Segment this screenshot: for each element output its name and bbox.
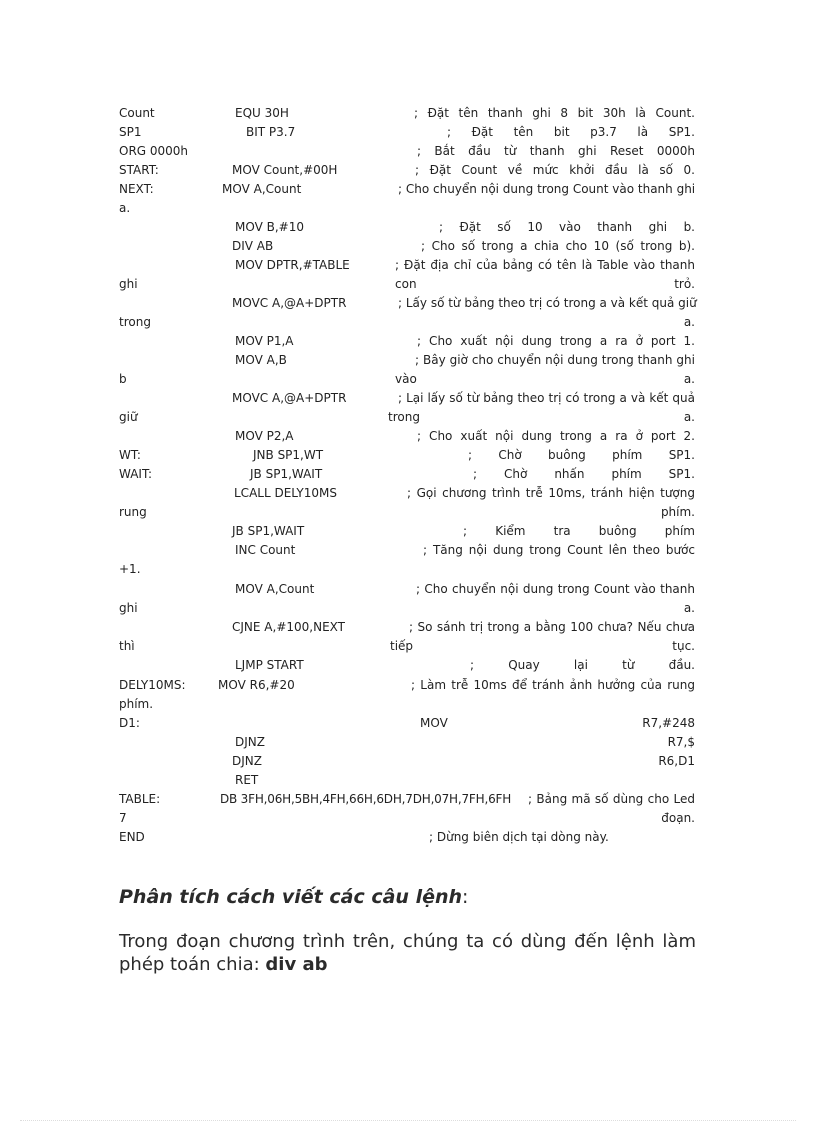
code-line: ghi con trỏ. — [119, 277, 695, 291]
code-line: ghi a. — [119, 601, 695, 615]
code-line: CJNE A,#100,NEXT ; So sánh trị trong a bằng 100 chưa? Nếu chưa — [232, 620, 695, 634]
code-line: 7 đoạn. — [119, 811, 695, 825]
code-line: DJNZ R6,D1 — [232, 754, 695, 768]
code-line: END ; Dừng biên dịch tại dòng này. — [119, 830, 609, 844]
code-line: NEXT: MOV A,Count ; Cho chuyển nội dung trong Count vào thanh ghi — [119, 182, 696, 196]
code-line: DELY10MS: MOV R6,#20 ; Làm trễ 10ms để tránh ảnh hưởng của rung — [119, 678, 695, 692]
code-line: phím. — [119, 697, 154, 711]
code-line: MOVC A,@A+DPTR ; Lấy số từ bảng theo trị có trong a và kết quả giữ — [232, 296, 697, 310]
code-line: +1. — [119, 562, 141, 576]
code-line: MOV A,B ; Bây giờ cho chuyển nội dung trong thanh ghi — [235, 353, 695, 367]
code-line: INC Count ; Tăng nội dung trong Count lên theo bước — [235, 543, 695, 557]
code-line: SP1 BIT P3.7 ; Đặt tên bit p3.7 là SP1. — [119, 125, 695, 139]
page-bottom-divider — [20, 1120, 796, 1121]
code-line: ORG 0000h ; Bắt đầu từ thanh ghi Reset 0000h — [119, 144, 695, 158]
code-line: trong a. — [119, 315, 695, 329]
code-line: MOVC A,@A+DPTR ; Lại lấy số từ bảng theo trị có trong a và kết quả — [232, 391, 695, 405]
code-line: MOV P2,A ; Cho xuất nội dung trong a ra ở port 2. — [235, 429, 695, 443]
code-line: DIV AB ; Cho số trong a chia cho 10 (số trong b). — [232, 239, 695, 253]
code-line: JB SP1,WAIT ; Kiểm tra buông phím — [232, 524, 695, 538]
section-heading: Phân tích cách viết các câu lệnh: — [119, 886, 469, 908]
code-line: Count EQU 30H ; Đặt tên thanh ghi 8 bit 30h là Count. — [119, 106, 695, 120]
code-line: MOV P1,A ; Cho xuất nội dung trong a ra ở port 1. — [235, 334, 695, 348]
code-line: WT: JNB SP1,WT ; Chờ buông phím SP1. — [119, 448, 695, 462]
code-line: b vào a. — [119, 372, 695, 386]
code-line: D1: MOV R7,#248 — [119, 716, 695, 730]
code-line: LJMP START ; Quay lại từ đầu. — [235, 658, 695, 672]
code-line: WAIT: JB SP1,WAIT ; Chờ nhấn phím SP1. — [119, 467, 695, 481]
code-line: thì tiếp tục. — [119, 639, 695, 653]
code-line: rung phím. — [119, 505, 695, 519]
code-line: MOV A,Count ; Cho chuyển nội dung trong Count vào thanh — [235, 582, 695, 596]
code-line: TABLE: DB 3FH,06H,5BH,4FH,66H,6DH,7DH,07H,7FH,6FH ; Bảng mã số dùng cho Led — [119, 792, 695, 806]
code-line: giữ trong a. — [119, 410, 695, 424]
code-line: RET — [235, 773, 259, 787]
code-line: a. — [119, 201, 131, 215]
inline-code-bold: div ab — [265, 954, 328, 975]
code-line: MOV DPTR,#TABLE ; Đặt địa chỉ của bảng có tên là Table vào thanh — [235, 258, 695, 272]
code-line: START: MOV Count,#00H ; Đặt Count về mức khởi đầu là số 0. — [119, 163, 695, 177]
code-line: DJNZ R7,$ — [235, 735, 695, 749]
code-line: LCALL DELY10MS ; Gọi chương trình trễ 10ms, tránh hiện tượng — [234, 486, 695, 500]
code-line: MOV B,#10 ; Đặt số 10 vào thanh ghi b. — [235, 220, 695, 234]
body-paragraph: Trong đoạn chương trình trên, chúng ta có dùng đến lệnh làm phép toán chia: div ab — [119, 931, 696, 975]
